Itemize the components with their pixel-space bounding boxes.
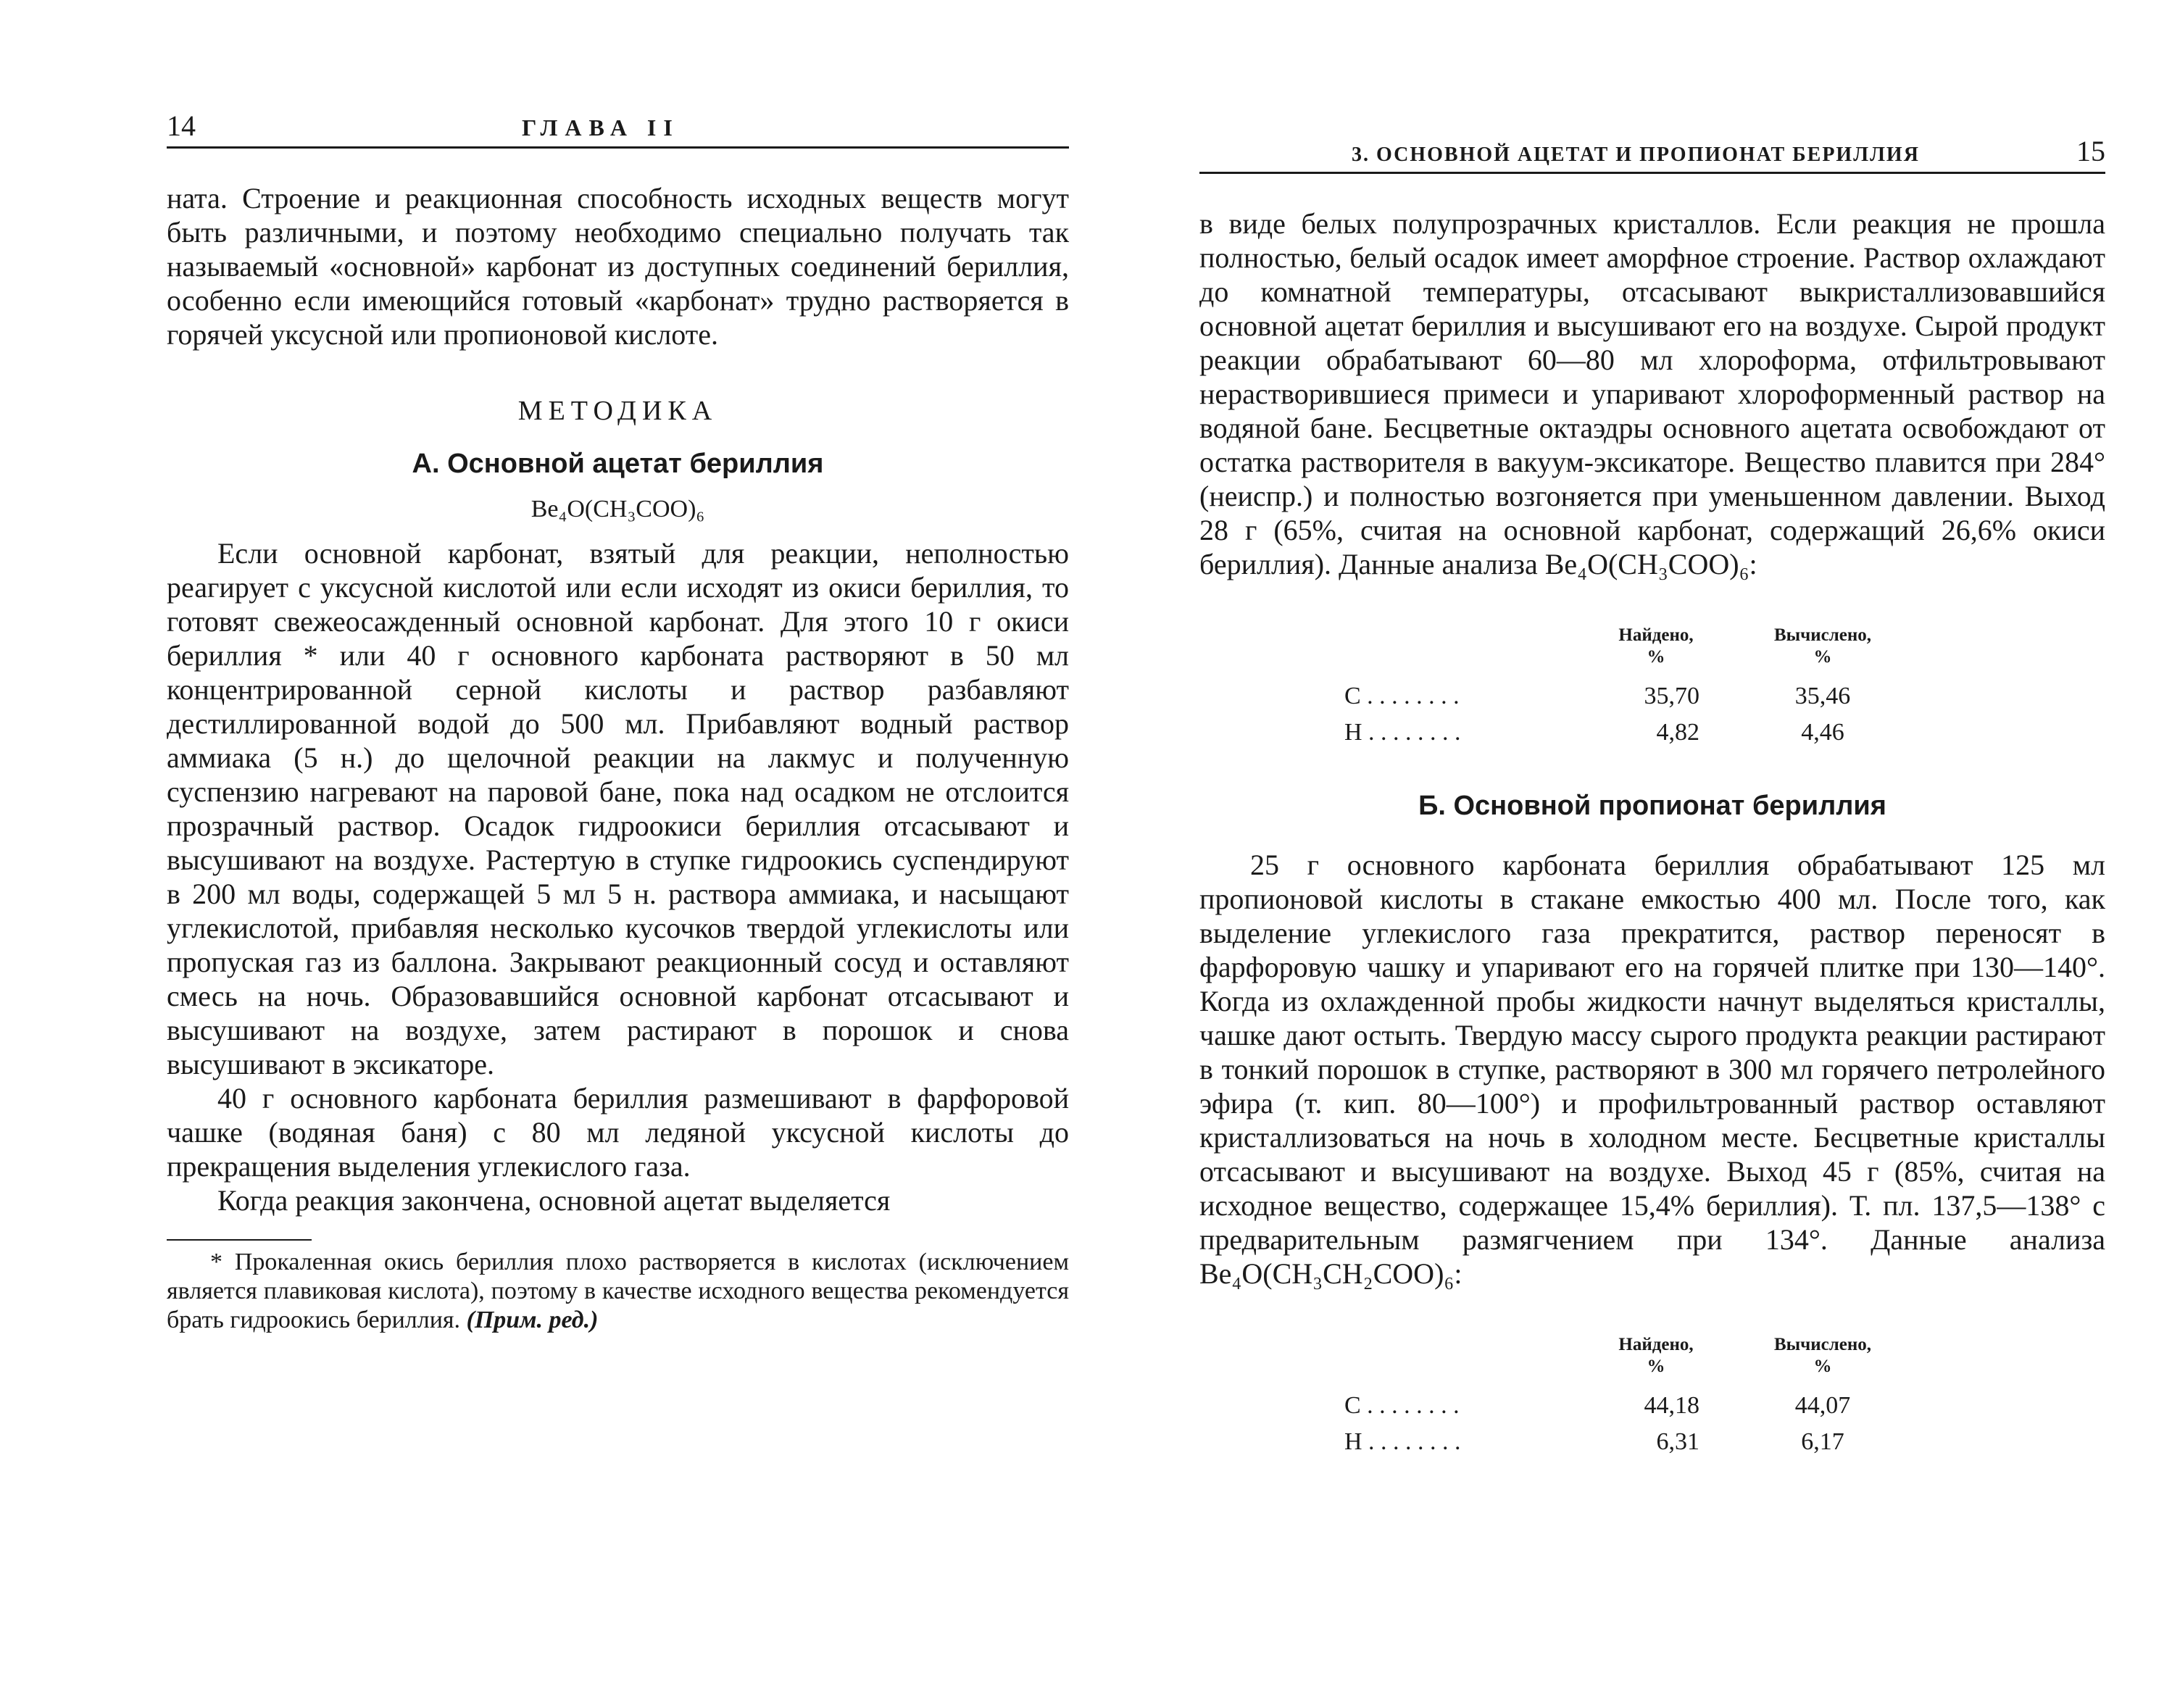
header-rule-right (1199, 172, 2105, 174)
intro-paragraph: ната. Строение и реакционная способность исходных веществ могут быть различными, и поэтому необходимо специально получать так называемый «основной» карбонат из доступных соединений бериллия, особенно если имеющийся готовый «карбонат» трудно растворяется в горячей уксусной или пропионовой кислоте. (167, 182, 1069, 351)
paragraph-r1: в виде белых полупрозрачных кристаллов. Если реакция не прошла полностью, белый осадок имеет аморфное строение. Раствор охлаждают до комнатной температуры, отсасывают выкристаллизовавшийся основной ацетат бериллия и высушивают его на воздухе. Сырой продукт реакции обрабатывают 60—80 мл хлороформа, отфильтровывают нерастворившиеся примеси и упаривают хлороформенный раствор на водяной бане. Бесцветные октаэдры основного ацетата освобождают от остатка растворителя в вакуум-эксикаторе. Вещество плавится при 284° (неиспр.) и полностью возгоняется при уменьшенном давлении. Выход 28 г (65%, считая на основной карбонат, содержащий 26,6% окиси бериллия). Данные анализа Be₄O(CH₃COO)₆: (1199, 207, 2105, 580)
table-row: C . . . . . . . . 44,18 44,07 (1344, 1392, 1851, 1419)
col-calc-header: Вычислено, % (1773, 625, 1872, 667)
analysis-table-1 (1344, 625, 1917, 751)
right-page-body (1199, 207, 2105, 1460)
analysis-table-2 (1344, 1334, 1917, 1460)
table-row: H . . . . . . . . 4,82 4,46 (1344, 719, 1844, 746)
paragraph-a1: Если основной карбонат, взятый для реакции, неполностью реагирует с уксусной кислотой или если исходят из окиси бериллия, то готовят свежеосажденный основной карбонат. Для этого 10 г окиси бериллия * или 40 г основного карбоната растворяют в 50 мл концентрированной серной кислоты и раствор разбавляют дестиллированной водой до 500 мл. Прибавляют водный раствор аммиака (5 н.) до щелочной реакции на лакмус и полученную суспензию нагревают на паровой бане, пока над осадком не отслоится прозрачный раствор. Осадок гидроокиси бериллия отсасывают и высушивают на воздухе. Растертую в ступке гидроокись суспендируют в 200 мл воды, содержащей 5 мл 5 н. раствора аммиака, и насыщают углекислотой, прибавляя несколько кусочков твердой углекислоты или пропуская газ из баллона. Закрывают реакционный сосуд и оставляют смесь на ночь. Образовавшийся основной карбонат отсасывают и высушивают на воздухе, затем растирают в порошок и снова высушивают в эксикаторе. (167, 537, 1069, 1080)
table-row: C . . . . . . . . 35,70 35,46 (1344, 683, 1851, 709)
left-page (167, 0, 1069, 1708)
section-b-title: Б. Основной пропионат бериллия (1418, 791, 1886, 821)
running-head-right: 3. ОСНОВНОЙ АЦЕТАТ И ПРОПИОНАТ БЕРИЛЛИЯ (1352, 143, 1920, 166)
left-page-body (167, 181, 1069, 1335)
right-page (1199, 0, 2105, 1708)
footnote-note: (Прим. ред.) (466, 1307, 599, 1333)
footnote-text: * Прокаленная окись бериллия плохо растворяется в кислотах (исключением является плавиковая кислота), поэтому в качестве исходного вещества рекомендуется брать гидроокись бериллия. (167, 1249, 1069, 1333)
col-calc-header: Вычислено, % (1773, 1335, 1872, 1376)
section-a-title: А. Основной ацетат бериллия (412, 449, 824, 479)
paragraph-a3: Когда реакция закончена, основной ацетат выделяется (217, 1184, 891, 1217)
method-title: МЕТОДИКА (517, 396, 718, 426)
table-header (1344, 1334, 1917, 1388)
header-rule-left (167, 146, 1069, 149)
table-row: H . . . . . . . . 6,31 6,17 (1344, 1428, 1844, 1455)
right-page-header (1199, 130, 2105, 174)
table-header (1344, 625, 1917, 678)
col-found-header: Найдено, % (1618, 625, 1694, 667)
paragraph-r2: 25 г основного карбоната бериллия обрабатывают 125 мл пропионовой кислоты в стакане емкостью 400 мл. После того, как выделение углекислого газа прекратится, раствор переносят в фарфоровую чашку и упаривают его на горячей плитке при 130—140°. Когда из охлажденной пробы жидкости начнут выделяться кристаллы, чашке дают остыть. Твердую массу сырого продукта реакции растирают в тонкий порошок в ступке, растворяют в 300 мл горячего петролейного эфира (т. кип. 80—100°) и профильтрованный раствор оставляют кристаллизоваться на ночь в холодном месте. Бесцветные кристаллы отсасывают и высушивают на воздухе. Выход 45 г (85%, считая на исходное вещество, содержащее 15,4% бериллия). Т. пл. 137,5—138° с предварительным размягчением при 134°. Данные анализа Be₄O(CH₃CH₂COO)₆: (1199, 849, 2105, 1290)
col-found-header: Найдено, % (1618, 1335, 1694, 1376)
formula-a: Be₄O(CH₃COO)₆ (530, 496, 705, 522)
running-head-left: ГЛАВА II (522, 114, 680, 141)
paragraph-a2: 40 г основного карбоната бериллия размешивают в фарфоровой чашке (водяная баня) с 80 мл ледяной уксусной кислоты до прекращения выделения углекислого газа. (167, 1082, 1069, 1183)
page-number-left: 14 (167, 109, 196, 142)
left-page-header (167, 105, 1069, 149)
footnote (167, 1248, 1069, 1335)
page-number-right: 15 (2076, 135, 2105, 167)
footnote-rule (167, 1239, 312, 1241)
